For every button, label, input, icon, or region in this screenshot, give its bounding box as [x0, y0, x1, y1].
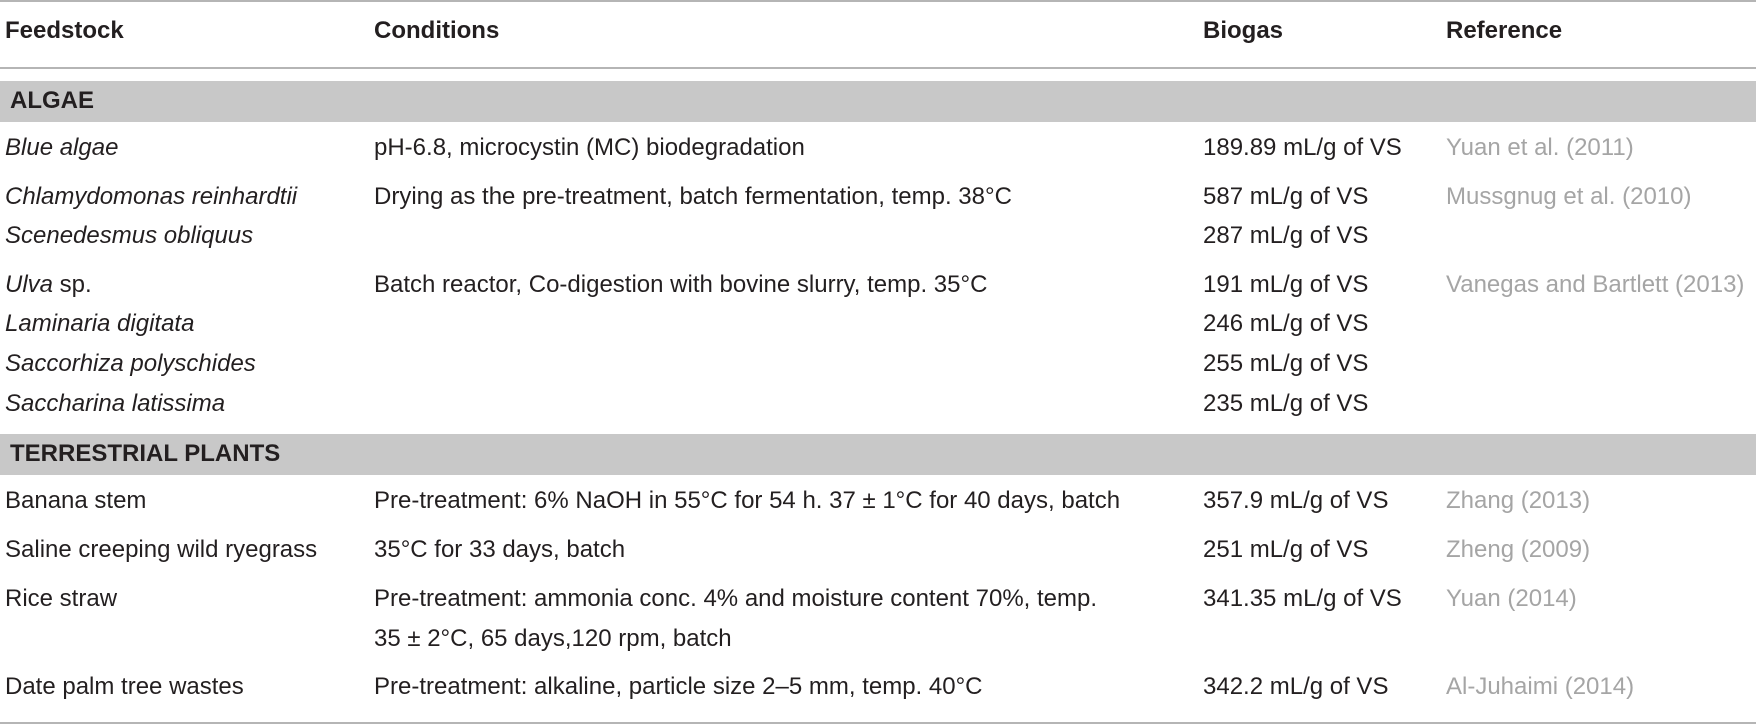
feedstock-name: Scenedesmus obliquus — [5, 222, 254, 249]
feedstock-name: Saline creeping wild ryegrass — [5, 536, 318, 563]
conditions-cell: 35°C for 33 days, batch — [374, 536, 626, 563]
biogas-cell: 255 mL/g of VS — [1203, 350, 1369, 377]
header-rule — [0, 67, 1756, 69]
biogas-cell: 341.35 mL/g of VS — [1203, 585, 1402, 612]
feedstock-name: Date palm tree wastes — [5, 673, 244, 700]
feedstock-cell — [5, 128, 118, 168]
feedstock-cell — [5, 481, 146, 521]
top-rule — [0, 0, 1756, 2]
feedstock-cell — [5, 579, 117, 619]
feedstock-name: Chlamydomonas reinhardtii — [5, 183, 298, 210]
feedstock-cell — [5, 177, 297, 217]
reference-link[interactable]: Zhang (2013) — [1446, 487, 1591, 514]
conditions-cell: 35 ± 2°C, 65 days,120 rpm, batch — [374, 625, 732, 652]
reference-link[interactable]: Al-Juhaimi (2014) — [1446, 673, 1635, 700]
reference-link[interactable]: Vanegas and Bartlett (2013) — [1446, 271, 1745, 298]
biogas-cell: 287 mL/g of VS — [1203, 222, 1369, 249]
header-biogas: Biogas — [1203, 17, 1284, 44]
biogas-cell: 357.9 mL/g of VS — [1203, 487, 1389, 514]
conditions-cell: Pre-treatment: 6% NaOH in 55°C for 54 h. 37 ± 1°C for 40 days, batch — [374, 487, 1121, 514]
biogas-cell: 587 mL/g of VS — [1203, 183, 1369, 210]
conditions-cell: Pre-treatment: ammonia conc. 4% and moisture content 70%, temp. — [374, 585, 1098, 612]
conditions-cell: pH-6.8, microcystin (MC) biodegradation — [374, 134, 805, 161]
feedstock-cell — [5, 344, 256, 384]
biogas-cell: 246 mL/g of VS — [1203, 310, 1369, 337]
feedstock-suffix: sp. — [53, 271, 92, 298]
bottom-rule — [0, 722, 1756, 724]
biogas-cell: 191 mL/g of VS — [1203, 271, 1369, 298]
conditions-cell: Batch reactor, Co-digestion with bovine slurry, temp. 35°C — [374, 271, 988, 298]
section-title: TERRESTRIAL PLANTS — [10, 440, 281, 467]
feedstock-name: Ulva — [5, 271, 54, 298]
reference-link[interactable]: Mussgnug et al. (2010) — [1446, 183, 1692, 210]
section-title: ALGAE — [10, 87, 94, 114]
feedstock-cell — [5, 304, 194, 344]
feedstock-name: Blue algae — [5, 134, 119, 161]
conditions-cell: Drying as the pre-treatment, batch fermentation, temp. 38°C — [374, 183, 1012, 210]
feedstock-name: Laminaria digitata — [5, 310, 195, 337]
feedstock-cell — [5, 216, 253, 256]
feedstock-cell — [5, 265, 92, 305]
biogas-cell: 251 mL/g of VS — [1203, 536, 1369, 563]
feedstock-name: Saccharina latissima — [5, 390, 226, 417]
feedstock-cell — [5, 384, 225, 424]
header-conditions: Conditions — [374, 17, 500, 44]
feedstock-cell — [5, 530, 317, 570]
feedstock-name: Rice straw — [5, 585, 118, 612]
feedstock-cell — [5, 667, 244, 707]
feedstock-name: Saccorhiza polyschides — [5, 350, 256, 377]
biogas-cell: 235 mL/g of VS — [1203, 390, 1369, 417]
conditions-cell: Pre-treatment: alkaline, particle size 2–5 mm, temp. 40°C — [374, 673, 983, 700]
biogas-cell: 189.89 mL/g of VS — [1203, 134, 1402, 161]
reference-link[interactable]: Zheng (2009) — [1446, 536, 1591, 563]
header-feedstock: Feedstock — [5, 17, 124, 44]
section-band — [0, 434, 1756, 475]
reference-link[interactable]: Yuan et al. (2011) — [1446, 134, 1634, 161]
header-reference: Reference — [1446, 17, 1563, 44]
feedstock-name: Banana stem — [5, 487, 147, 514]
section-band — [0, 81, 1756, 122]
biogas-cell: 342.2 mL/g of VS — [1203, 673, 1389, 700]
reference-link[interactable]: Yuan (2014) — [1446, 585, 1577, 612]
